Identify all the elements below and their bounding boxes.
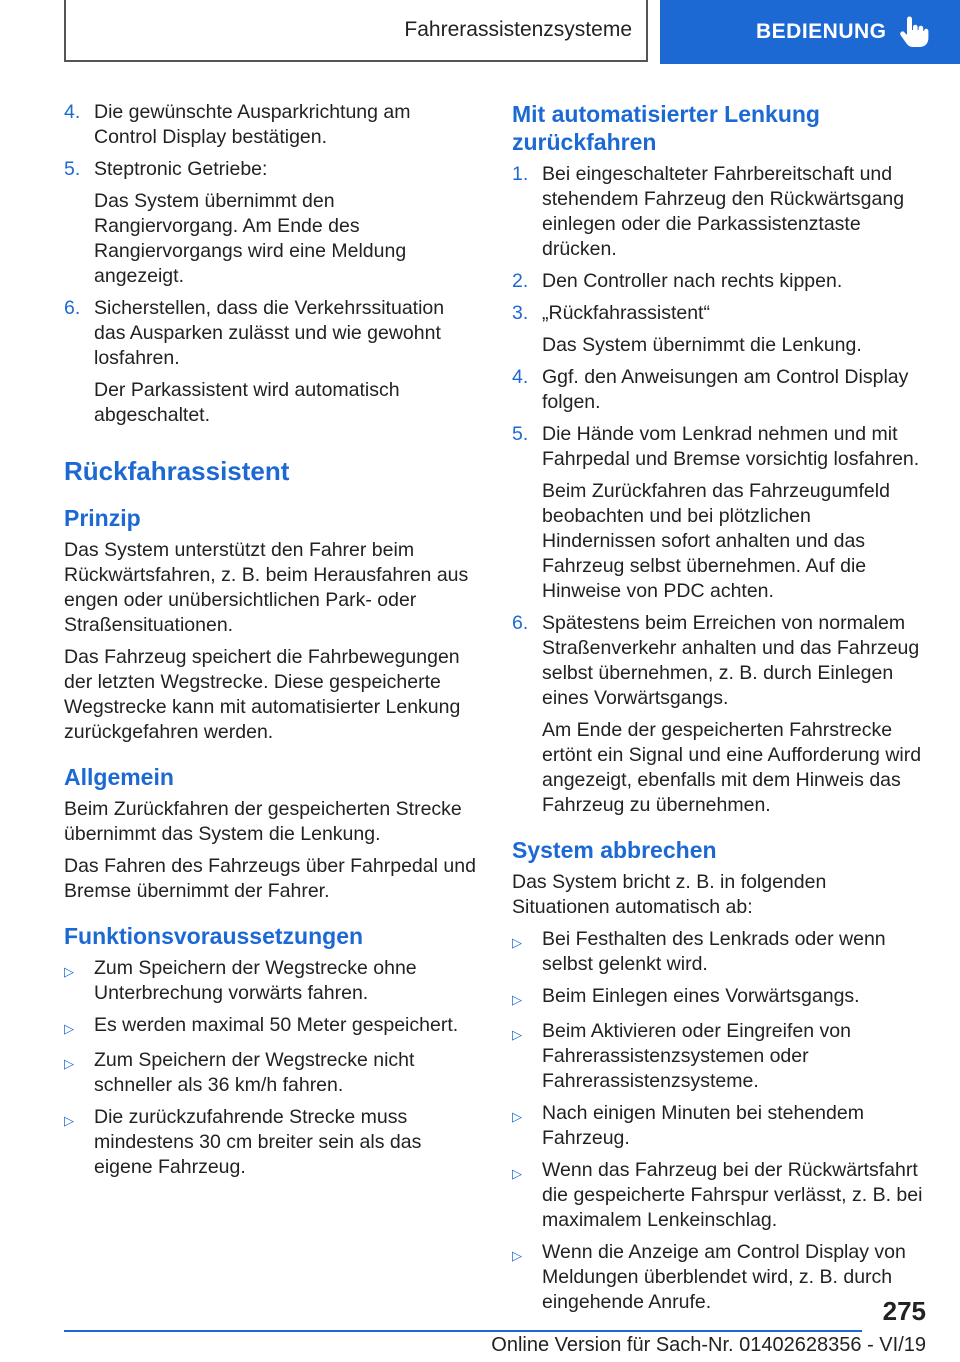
bullet-text: Beim Einlegen eines Vorwärtsgangs. [542, 985, 860, 1007]
list-subtext: Der Parkassistent wird automatisch abgeschaltet. [94, 379, 400, 426]
list-text: Die gewünschte Ausparkrichtung am Control Display bestätigen. [94, 101, 411, 148]
bullet-text: Beim Aktivieren oder Eingreifen von Fahrerassistenzsystemen oder Fahrerassistenzsysteme. [542, 1020, 851, 1092]
footer-text: Online Version für Sach-Nr. 01402628356 - VI/19 [491, 1334, 926, 1356]
bullet-item [512, 1019, 926, 1094]
list-number: 6. [64, 297, 81, 319]
paragraph: Beim Zurückfahren der gespeicherten Strecke übernimmt das System die Lenkung. [64, 798, 462, 845]
paragraph: Das System bricht z. B. in folgenden Situationen automatisch ab: [512, 871, 827, 918]
triangle-bullet-icon: ▷ [64, 1113, 74, 1128]
hand-pointer-icon [896, 15, 930, 49]
subheading-allgemein: Allgemein [64, 764, 174, 790]
tab-label: BEDIENUNG [756, 20, 887, 43]
list-item [512, 301, 926, 326]
list-text: Steptronic Getriebe: [94, 158, 268, 180]
bullet-item [512, 927, 926, 977]
header-section [64, 0, 648, 62]
list-item [512, 611, 926, 711]
list-subtext: Das System übernimmt die Lenkung. [542, 334, 862, 356]
bullet-text: Bei Festhalten des Lenkrads oder wenn selbst gelenkt wird. [542, 928, 886, 975]
list-number: 1. [512, 163, 529, 185]
triangle-bullet-icon: ▷ [512, 1027, 522, 1042]
list-text: Den Controller nach rechts kippen. [542, 270, 843, 292]
bullet-item [64, 1048, 478, 1098]
section-title: Fahrerassistenzsysteme [404, 18, 632, 41]
list-number: 2. [512, 270, 529, 292]
list-item [512, 422, 926, 472]
list-text: Spätestens beim Erreichen von normalem Straßenverkehr anhalten und das Fahrzeug selbst übernehmen, z. B. durch Einlegen eines Vorwärtsgangs. [542, 612, 920, 709]
bullet-text: Wenn die Anzeige am Control Display von Meldungen überblendet wird, z. B. durch eingehende Anrufe. [542, 1241, 906, 1313]
list-item [512, 269, 926, 294]
subheading-lenkung: Mit automatisierter Lenkung zurückfahren [512, 101, 820, 155]
bullet-item [512, 1101, 926, 1151]
footer-divider [64, 1330, 862, 1332]
list-number: 6. [512, 612, 529, 634]
section-heading: Rückfahrassistent [64, 456, 290, 486]
triangle-bullet-icon: ▷ [512, 1248, 522, 1263]
list-text: Die Hände vom Lenkrad nehmen und mit Fahrpedal und Bremse vorsichtig losfahren. [542, 423, 920, 470]
list-number: 5. [64, 158, 81, 180]
paragraph: Das Fahren des Fahrzeugs über Fahrpedal und Bremse übernimmt der Fahrer. [64, 855, 476, 902]
bullet-text: Es werden maximal 50 Meter gespeichert. [94, 1014, 459, 1036]
triangle-bullet-icon: ▷ [512, 1109, 522, 1124]
left-column [64, 100, 478, 1187]
triangle-bullet-icon: ▷ [64, 1021, 74, 1036]
list-subtext: Am Ende der gespeicherten Fahrstrecke ertönt ein Signal und eine Aufforderung wird angezeigt, ebenfalls mit dem Hinweis das Fahrzeug zu übernehmen. [542, 719, 922, 816]
list-number: 4. [512, 366, 529, 388]
list-text: Ggf. den Anweisungen am Control Display folgen. [542, 366, 909, 413]
list-item [64, 157, 478, 182]
bullet-item [64, 1013, 478, 1041]
list-text: Sicherstellen, dass die Verkehrssituation das Ausparken zulässt und wie gewohnt losfahren. [94, 297, 445, 369]
header-tab[interactable] [660, 0, 960, 64]
list-item [64, 296, 478, 371]
list-text: „Rückfahrassistent“ [542, 302, 710, 324]
triangle-bullet-icon: ▷ [512, 992, 522, 1007]
subheading-funktion: Funktionsvoraussetzungen [64, 923, 364, 949]
list-subtext: Das System übernimmt den Rangiervorgang. Am Ende des Rangiervorgangs wird eine Meldung angezeigt. [94, 190, 407, 287]
page-number: 275 [882, 1296, 926, 1326]
subheading-prinzip: Prinzip [64, 505, 141, 531]
right-column [512, 100, 926, 1322]
list-text: Bei eingeschalteter Fahrbereitschaft und stehendem Fahrzeug den Rückwärtsgang einlegen oder die Parkassistenztaste drücken. [542, 163, 905, 260]
list-number: 5. [512, 423, 529, 445]
triangle-bullet-icon: ▷ [64, 964, 74, 979]
bullet-text: Nach einigen Minuten bei stehendem Fahrzeug. [542, 1102, 864, 1149]
list-item [512, 162, 926, 262]
bullet-item [512, 1158, 926, 1233]
list-number: 3. [512, 302, 529, 324]
list-item [512, 365, 926, 415]
bullet-text: Zum Speichern der Wegstrecke ohne Unterbrechung vorwärts fahren. [94, 957, 417, 1004]
paragraph: Das Fahrzeug speichert die Fahrbewegungen der letzten Wegstrecke. Diese gespeicherte Wegstrecke kann mit automatisierter Lenkung zurückgefahren werden. [64, 646, 461, 743]
list-number: 4. [64, 101, 81, 123]
bullet-item [512, 984, 926, 1012]
bullet-item [64, 956, 478, 1006]
triangle-bullet-icon: ▷ [512, 1166, 522, 1181]
triangle-bullet-icon: ▷ [64, 1056, 74, 1071]
subheading-abbruch: System abbrechen [512, 837, 717, 863]
bullet-item [64, 1105, 478, 1180]
list-subtext: Beim Zurückfahren das Fahrzeugumfeld beobachten und bei plötzlichen Hindernissen sofort anhalten und das Fahrzeug selbst übernehmen. Auf die Hinweise von PDC achten. [542, 480, 890, 602]
paragraph: Das System unterstützt den Fahrer beim Rückwärtsfahren, z. B. beim Herausfahren aus engen oder unübersichtlichen Park- oder Straßensituationen. [64, 539, 469, 636]
bullet-text: Wenn das Fahrzeug bei der Rückwärtsfahrt die gespeicherte Fahrspur verlässt, z. B. bei maximalem Lenkeinschlag. [542, 1159, 923, 1231]
bullet-text: Die zurückzufahrende Strecke muss mindestens 30 cm breiter sein als das eigene Fahrzeug. [94, 1106, 422, 1178]
triangle-bullet-icon: ▷ [512, 935, 522, 950]
list-item [64, 100, 478, 150]
bullet-text: Zum Speichern der Wegstrecke nicht schneller als 36 km/h fahren. [94, 1049, 415, 1096]
